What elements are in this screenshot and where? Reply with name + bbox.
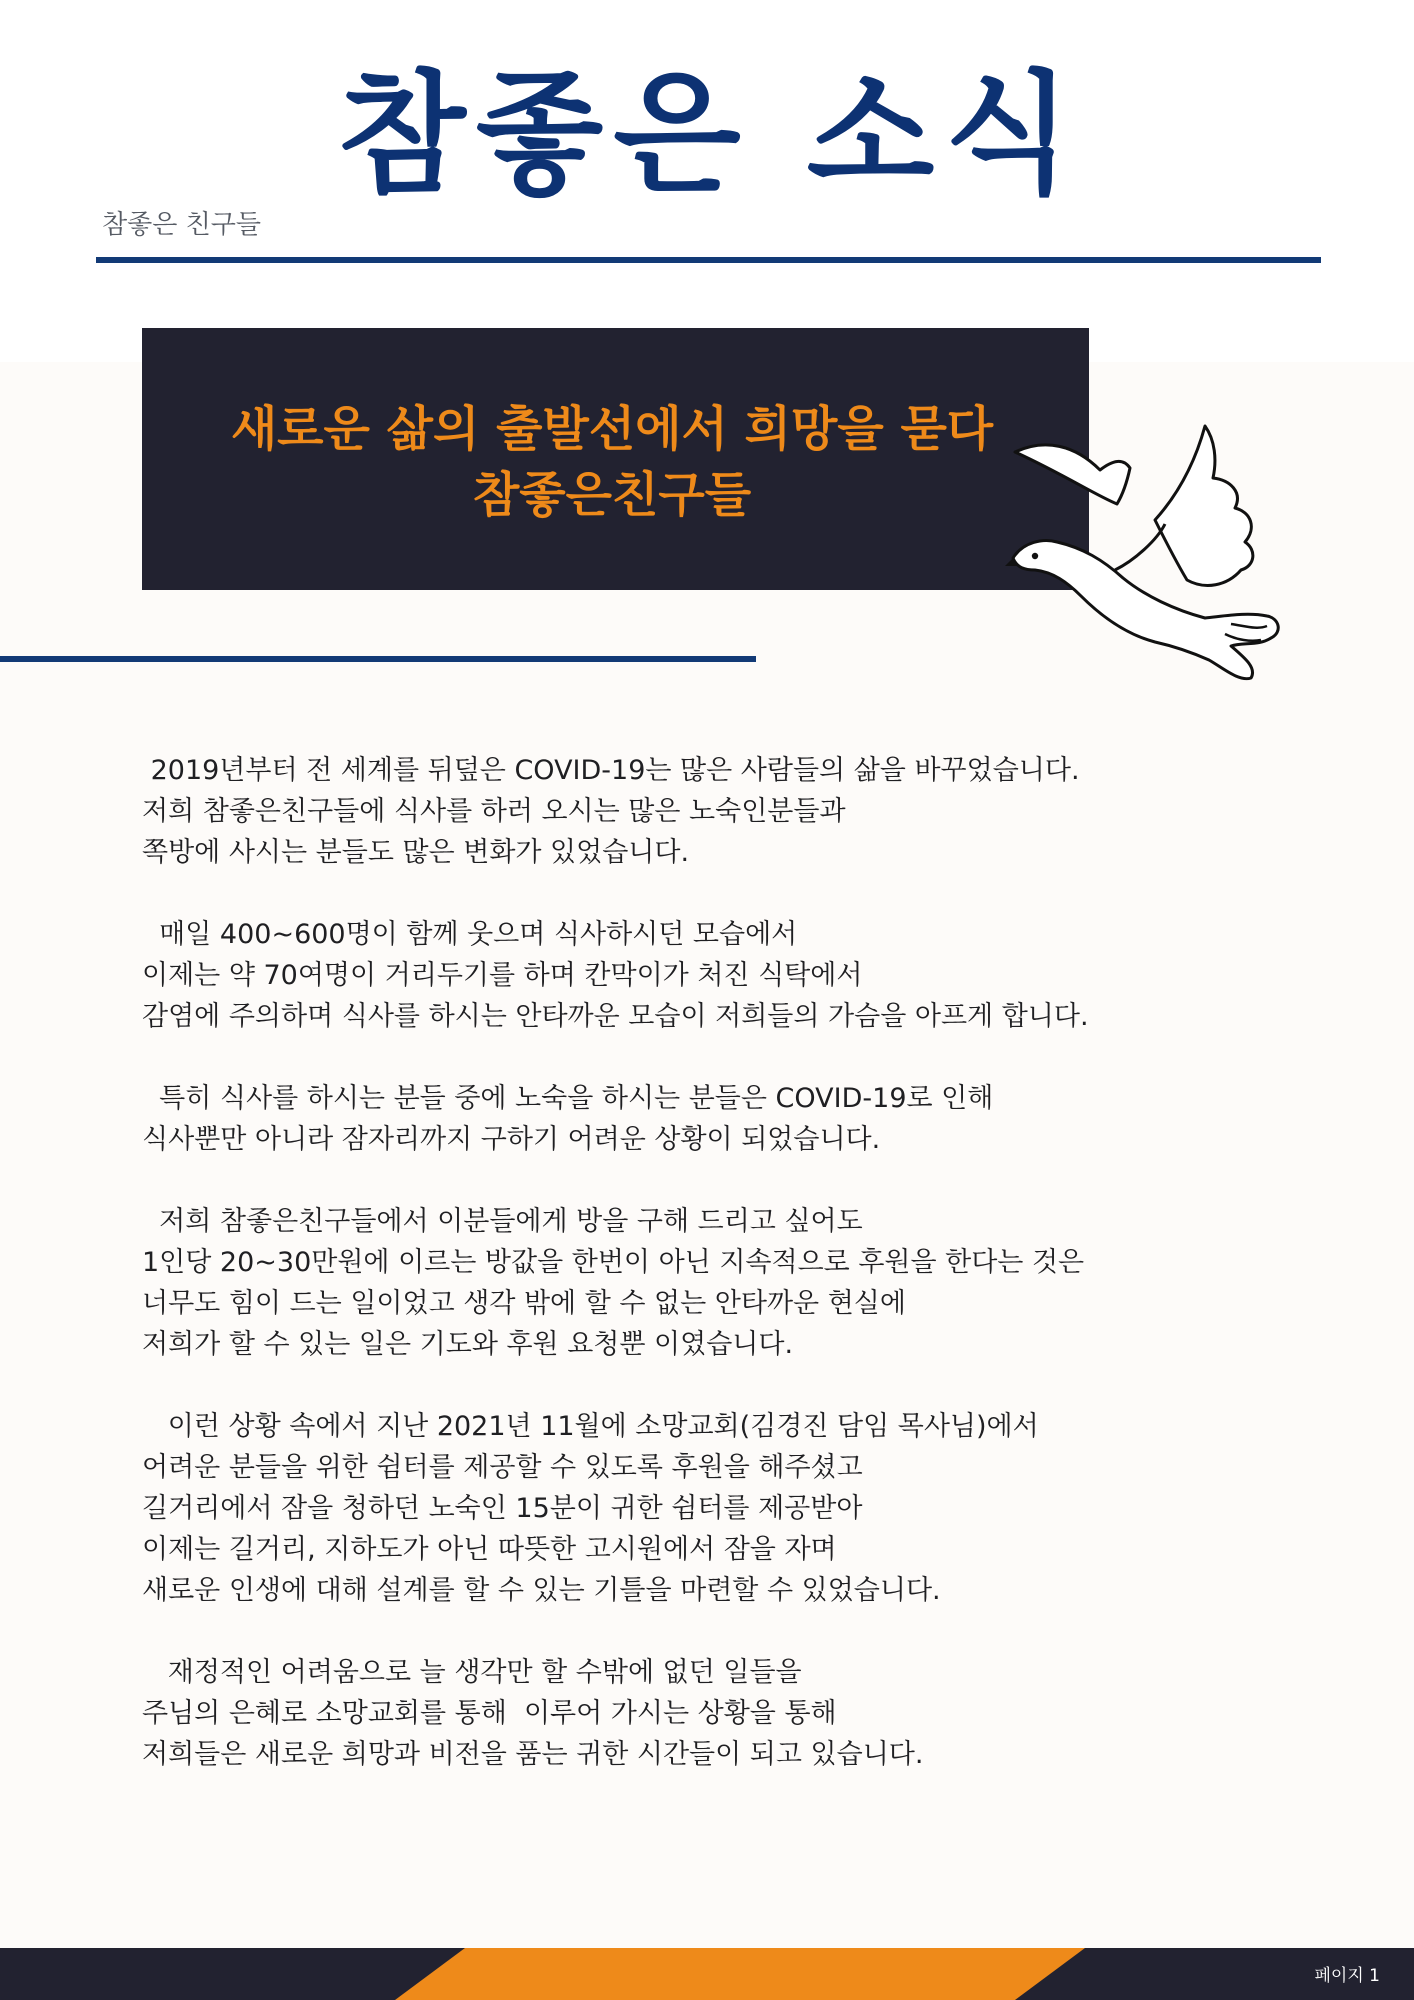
body-line: 특히 식사를 하시는 분들 중에 노숙을 하시는 분들은 COVID-19로 인해 bbox=[142, 1083, 994, 1114]
body-line: 길거리에서 잠을 청하던 노숙인 15분이 귀한 쉼터를 제공받아 bbox=[142, 1493, 863, 1524]
body-line: 식사뿐만 아니라 잠자리까지 구하기 어려운 상황이 되었습니다. bbox=[142, 1124, 881, 1155]
body-line: 저희 참좋은친구들에서 이분들에게 방을 구해 드리고 싶어도 bbox=[142, 1206, 863, 1237]
body-line: 쪽방에 사시는 분들도 많은 변화가 있었습니다. bbox=[142, 837, 690, 868]
article-body bbox=[142, 750, 1272, 1775]
body-line: 1인당 20~30만원에 이르는 방값을 한번이 아닌 지속적으로 후원을 한다는 것은 bbox=[142, 1247, 1085, 1278]
body-line: 너무도 힘이 드는 일이었고 생각 밖에 할 수 없는 안타까운 현실에 bbox=[142, 1288, 906, 1319]
body-line: 저희 참좋은친구들에 식사를 하러 오시는 많은 노숙인분들과 bbox=[142, 796, 846, 827]
paragraph-gap bbox=[142, 1160, 1272, 1201]
section-divider bbox=[0, 656, 756, 662]
body-line: 이제는 길거리, 지하도가 아닌 따뜻한 고시원에서 잠을 자며 bbox=[142, 1534, 837, 1565]
body-line: 감염에 주의하며 식사를 하시는 안타까운 모습이 저희들의 가슴을 아프게 합니다. bbox=[142, 1001, 1089, 1032]
body-line: 2019년부터 전 세계를 뒤덮은 COVID-19는 많은 사람들의 삶을 바꾸었습니다. bbox=[142, 755, 1080, 786]
body-line: 이제는 약 70여명이 거리두기를 하며 칸막이가 처진 식탁에서 bbox=[142, 960, 863, 991]
body-line: 주님의 은혜로 소망교회를 통해 이루어 가시는 상황을 통해 bbox=[142, 1698, 837, 1729]
header-divider bbox=[96, 257, 1321, 263]
paragraph-gap bbox=[142, 1365, 1272, 1406]
paragraph-gap bbox=[142, 1611, 1272, 1652]
org-name: 참좋은 친구들 bbox=[102, 210, 261, 240]
body-line: 재정적인 어려움으로 늘 생각만 할 수밖에 없던 일들을 bbox=[142, 1657, 802, 1688]
dove-icon bbox=[1005, 420, 1285, 690]
page-footer bbox=[0, 1948, 1414, 2000]
paragraph-gap bbox=[142, 873, 1272, 914]
masthead-title: 참좋은 소식 bbox=[338, 57, 1082, 212]
footer-accent-stripe bbox=[395, 1948, 1085, 2000]
body-line: 이런 상황 속에서 지난 2021년 11월에 소망교회(김경진 담임 목사님)에서 bbox=[142, 1411, 1039, 1442]
body-line: 매일 400~600명이 함께 웃으며 식사하시던 모습에서 bbox=[142, 919, 798, 950]
banner-subheadline: 참좋은친구들 bbox=[472, 467, 752, 523]
body-line: 저희가 할 수 있는 일은 기도와 후원 요청뿐 이였습니다. bbox=[142, 1329, 794, 1360]
paragraph-gap bbox=[142, 1037, 1272, 1078]
body-line: 어려운 분들을 위한 쉼터를 제공할 수 있도록 후원을 해주셨고 bbox=[142, 1452, 863, 1483]
title-banner bbox=[142, 328, 1089, 590]
page-number: 페이지 1 bbox=[1314, 1966, 1380, 1986]
body-line: 저희들은 새로운 희망과 비전을 품는 귀한 시간들이 되고 있습니다. bbox=[142, 1739, 924, 1770]
body-line: 새로운 인생에 대해 설계를 할 수 있는 기틀을 마련할 수 있었습니다. bbox=[142, 1575, 941, 1606]
banner-headline: 새로운 삶의 출발선에서 희망을 묻다 bbox=[230, 401, 994, 457]
